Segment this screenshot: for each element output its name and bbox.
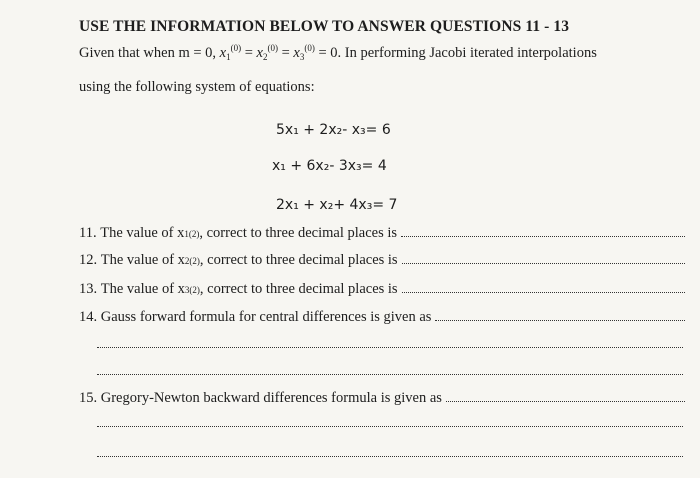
x3-sub: 3 — [299, 52, 305, 62]
intro-line-1 — [79, 45, 597, 62]
x2-sup: (0) — [267, 43, 278, 53]
question-number: 13. — [79, 281, 98, 297]
question-text-tail: , correct to three decimal places is — [199, 281, 398, 297]
question-11: 11. The value of x 1 (2) , correct to three decimal places is — [79, 225, 685, 242]
equation-2: x₁ + 6x₂- 3x₃= 4 — [272, 158, 387, 174]
x1-sup: (0) — [230, 43, 242, 53]
intro-prefix: Given that when m = 0, — [79, 45, 220, 61]
answer-line[interactable] — [97, 456, 683, 457]
equation-1: 5x₁ + 2x₂- x₃= 6 — [276, 122, 391, 138]
answer-line[interactable] — [97, 347, 683, 348]
question-text: Gregory-Newton backward differences formula is given as — [100, 390, 442, 406]
equation-3: 2x₁ + x₂+ 4x₃= 7 — [276, 197, 398, 213]
question-12: 12. The value of x 2 (2) , correct to three decimal places is — [79, 252, 685, 269]
question-text: The value of x — [100, 252, 185, 268]
question-text: The value of x — [100, 281, 185, 297]
answer-blank[interactable] — [402, 262, 685, 264]
answer-blank[interactable] — [435, 319, 685, 321]
question-number: 12. — [79, 252, 98, 268]
question-text-tail: , correct to three decimal places is — [199, 252, 398, 268]
eq-sep-1: = — [241, 45, 257, 61]
answer-blank[interactable] — [401, 235, 685, 237]
eq-sep-2: = — [277, 45, 294, 61]
question-number: 15. — [79, 390, 98, 406]
question-14 — [79, 309, 685, 326]
answer-blank[interactable] — [446, 400, 685, 402]
question-number: 11. — [79, 225, 97, 241]
x2-sub: 2 — [262, 52, 268, 62]
question-text: The value of x — [100, 225, 185, 241]
question-15 — [79, 390, 685, 407]
question-number: 14. — [79, 309, 98, 325]
question-13: 13. The value of x 3 (2) , correct to three decimal places is — [79, 281, 685, 298]
intro-tail: = 0. In performing Jacobi iterated interpolations — [314, 45, 597, 61]
question-text-tail: , correct to three decimal places is — [199, 225, 398, 241]
answer-line[interactable] — [97, 426, 683, 427]
x3-sup: (0) — [304, 43, 315, 53]
question-text: Gauss forward formula for central differences is given as — [100, 309, 432, 325]
x2-var: x — [256, 45, 263, 61]
section-heading: USE THE INFORMATION BELOW TO ANSWER QUESTIONS 11 - 13 — [79, 18, 570, 35]
answer-blank[interactable] — [402, 291, 685, 293]
x1-var: x — [219, 45, 227, 61]
x1-sub: 1 — [226, 52, 231, 62]
x3-var: x — [293, 45, 300, 61]
answer-line[interactable] — [97, 374, 683, 375]
intro-line-2: using the following system of equations: — [79, 79, 315, 95]
